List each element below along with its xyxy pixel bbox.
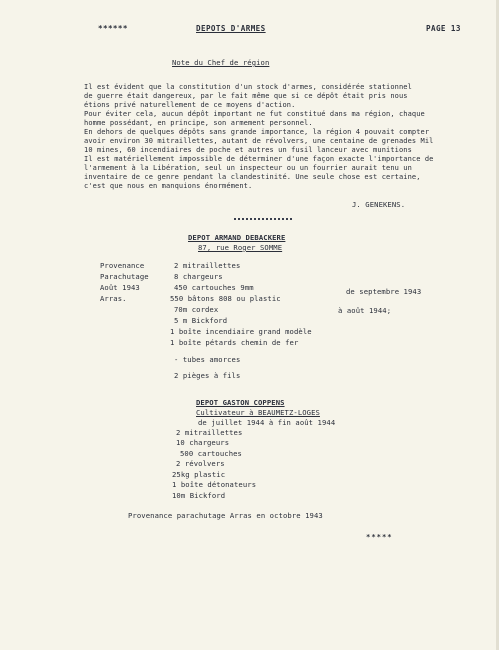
depot2-line1: Cultivateur à BEAUMETZ-LOGES <box>196 408 320 417</box>
depot1-item: 450 cartouches 9mm <box>174 283 254 292</box>
separator-rule <box>234 218 292 220</box>
depot1-title: DEPOT ARMAND DEBACKERE <box>188 233 286 242</box>
depot1-provenance-label: Provenance <box>100 261 145 270</box>
footer-stars: ***** <box>366 532 393 541</box>
depot1-item: 8 chargeurs <box>174 272 223 281</box>
depot1-item: 70m cordex <box>174 305 219 314</box>
depot2-item: 25kg plastic <box>172 470 226 479</box>
paragraph-line: 10 mines, 60 incendiaires de poche et autres un fusil lanceur avec munitions <box>84 146 412 154</box>
depot1-item: 1 boîte pétards chemin de fer <box>170 338 299 347</box>
depot1-item: 5 m Bickford <box>174 316 228 325</box>
paragraph-line: de guerre était dangereux, par le fait même que si ce dépôt était pris nous <box>84 92 408 100</box>
paragraph-line: avoir environ 30 mitraillettes, autant de révolvers, une centaine de grenades Mil <box>84 137 434 145</box>
paragraph-line: En dehors de quelques dépôts sans grande importance, la région 4 pouvait compter <box>84 128 430 136</box>
depot1-item: 2 pièges à fils <box>174 371 241 380</box>
depot2-item: 10 chargeurs <box>176 438 230 447</box>
depot1-provenance-label: Août 1943 <box>100 283 140 292</box>
depot1-date-to: à août 1944; <box>338 306 392 315</box>
depot1-item: - tubes amorces <box>174 355 241 364</box>
depot1-item: 550 bâtons 808 ou plastic <box>170 294 281 303</box>
paragraph-line: c'est que nous en manquions énormément. <box>84 182 253 190</box>
paragraph-line: Il est matériellement impossible de déterminer d'une façon exacte l'importance de <box>84 155 434 163</box>
document-title: DEPOTS D'ARMES <box>196 24 266 33</box>
paragraph-line: Il est évident que la constitution d'un stock d'armes, considérée stationnel <box>84 83 412 91</box>
depot2-item: 500 cartouches <box>180 449 242 458</box>
page-number: PAGE 13 <box>426 24 461 33</box>
depot2-item: 10m Bickford <box>172 491 226 500</box>
depot2-line2: de juillet 1944 à fin août 1944 <box>198 418 336 427</box>
depot2-item: 1 boîte détonateurs <box>172 480 257 489</box>
paragraph-line: inventaire de ce genre pendant la clandestinité. Une seule chose est certaine, <box>84 173 421 181</box>
depot1-item: 1 boîte incendiaire grand modèle <box>170 327 312 336</box>
paragraph-line: Pour éviter cela, aucun dépôt important ne fut constitué dans ma région, chaque <box>84 110 425 118</box>
depot1-item: 2 mitraillettes <box>174 261 241 270</box>
note-subtitle: Note du Chef de région <box>172 58 270 67</box>
depot2-item: 2 mitraillettes <box>176 428 243 437</box>
depot1-date-from: de septembre 1943 <box>346 287 422 296</box>
depot2-provenance: Provenance parachutage Arras en octobre 1943 <box>128 511 323 520</box>
signature: J. GENEKENS. <box>352 200 406 209</box>
depot1-provenance-label: Arras. <box>100 294 127 303</box>
depot2-title: DEPOT GASTON COPPENS <box>196 398 285 407</box>
depot1-provenance-label: Parachutage <box>100 272 149 281</box>
depot2-item: 2 révolvers <box>176 459 225 468</box>
paragraph-line: homme possédant, en principe, son armement personnel. <box>84 119 313 127</box>
paragraph-line: l'armement à la Libération, seul un inspecteur ou un fourrier aurait tenu un <box>84 164 412 172</box>
depot1-address: 87, rue Roger SOMME <box>198 243 283 252</box>
header-stars: ****** <box>98 24 128 33</box>
paragraph-line: étions privé naturellement de ce moyens d'action. <box>84 101 296 109</box>
